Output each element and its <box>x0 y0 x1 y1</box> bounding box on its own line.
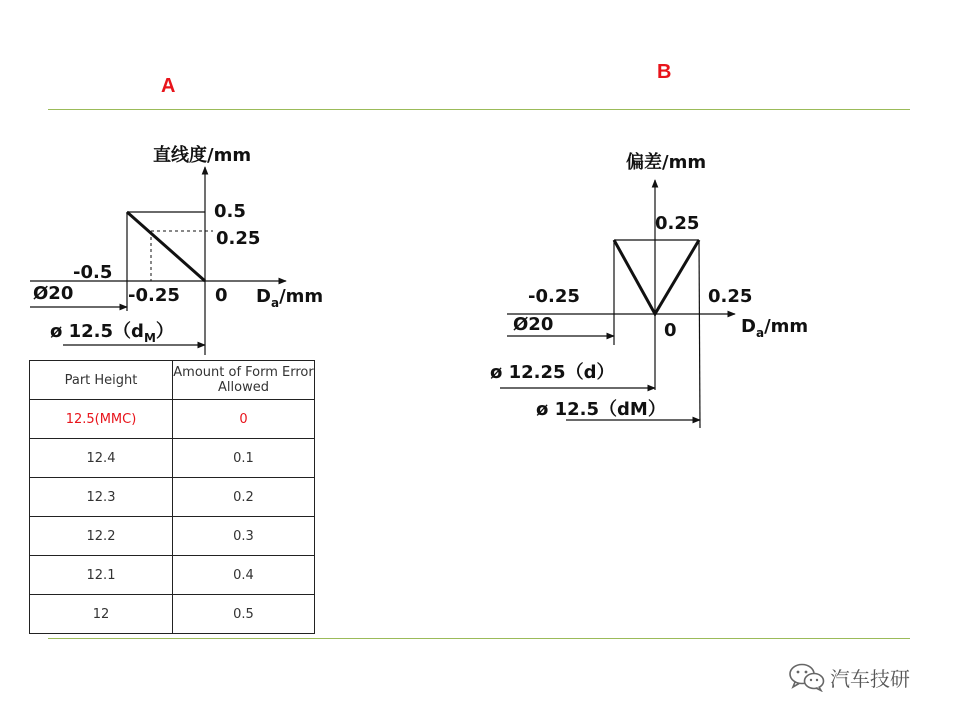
a-dia20-label: Ø20 <box>33 283 74 304</box>
table-row <box>30 556 315 595</box>
table-row <box>30 478 315 517</box>
b-x-axis-label: $D_a/mm$ <box>741 316 809 340</box>
a-x-value-neg-0-25: -0.25 <box>128 285 180 306</box>
table-cell: 12.5(MMC) <box>30 400 173 439</box>
table-cell: 0.4 <box>173 556 315 595</box>
a-tolerance-line <box>127 212 205 281</box>
a-x-axis-label: $D_a/mm$ <box>256 286 324 310</box>
b-x-value-0-25: 0.25 <box>708 286 753 307</box>
b-x-value-neg-0-25: -0.25 <box>528 286 580 307</box>
wechat-icon <box>788 662 826 692</box>
b-dm-label: ø 12.5（dM） <box>536 399 666 420</box>
diagram-b-label: B <box>657 61 672 83</box>
b-right-vertical <box>699 240 700 428</box>
logo-name: 汽车技研 <box>830 666 910 691</box>
a-x-value-neg-0-5: -0.5 <box>73 262 113 283</box>
table-header-cell: Amount of Form Error Allowed <box>173 361 315 400</box>
table-row <box>30 439 315 478</box>
watermark-logo <box>788 662 910 692</box>
a-dm-label: ø $12.5(d_M)$ <box>50 321 174 345</box>
table-row <box>30 517 315 556</box>
diagram-b <box>490 151 808 428</box>
table-cell: 12.4 <box>30 439 173 478</box>
table-cell: 0 <box>173 400 315 439</box>
diagram-a-label: A <box>161 75 176 97</box>
a-y-value-0-25: 0.25 <box>216 228 261 249</box>
table-cell: 0.3 <box>173 517 315 556</box>
table-header-cell: Part Height <box>30 361 173 400</box>
b-tolerance-v <box>614 240 699 314</box>
b-dia20-label: Ø20 <box>513 314 554 335</box>
tolerance-table <box>29 360 315 634</box>
a-origin-label: 0 <box>215 285 228 306</box>
b-origin-label: 0 <box>664 320 677 341</box>
a-y-axis-label: 直线度/mm <box>153 145 252 166</box>
table-cell: 0.1 <box>173 439 315 478</box>
a-y-value-0-5: 0.5 <box>214 201 246 222</box>
b-y-value-0-25: 0.25 <box>655 213 700 234</box>
table-row <box>30 595 315 634</box>
table-cell: 0.2 <box>173 478 315 517</box>
diagram-a <box>30 144 323 355</box>
table-cell: 12.2 <box>30 517 173 556</box>
table-cell: 12 <box>30 595 173 634</box>
b-d-label: ø 12.25（d） <box>490 362 615 383</box>
table-row <box>30 400 315 439</box>
table-cell: 12.3 <box>30 478 173 517</box>
table-cell: 0.5 <box>173 595 315 634</box>
b-y-axis-label: 偏差/mm <box>626 152 707 173</box>
table-cell: 12.1 <box>30 556 173 595</box>
table-header-row <box>30 361 315 400</box>
